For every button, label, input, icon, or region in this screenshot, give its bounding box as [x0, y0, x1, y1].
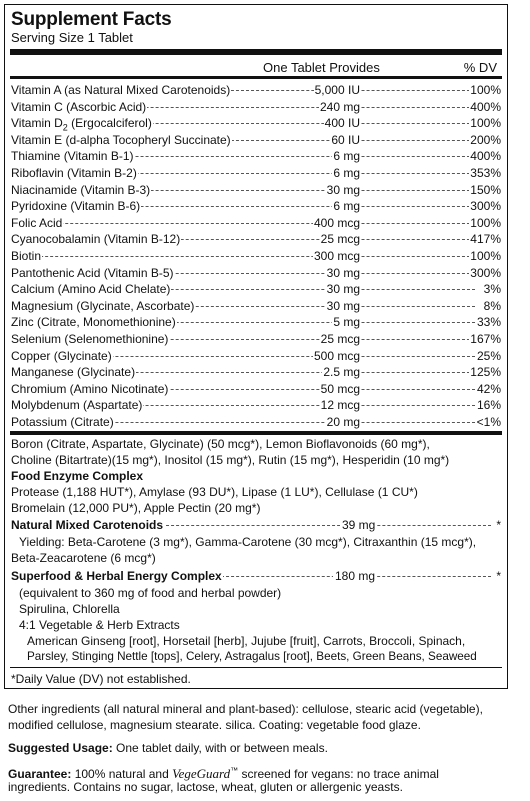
nutrient-amount: 2.5 mg [323, 365, 360, 380]
enzyme-line-1: Protease (1,188 HUT*), Amylase (93 DU*), Lipase (1 LU*), Cellulase (1 CU*) [11, 485, 418, 499]
nutrient-name [11, 365, 136, 379]
nutrient-dv: 300% [470, 199, 501, 214]
nutrient-amount: 60 IU [331, 132, 360, 147]
thin-rule-bottom [10, 667, 502, 668]
nutrient-row [11, 299, 501, 313]
nutrient-row [11, 83, 501, 97]
guarantee-text-a: 100% natural and [71, 767, 173, 781]
other-ingredients-line-2: modified cellulose, magnesium stearate. silica. Coating: vegetable food glaze. [8, 718, 421, 732]
nutrient-name [11, 349, 113, 363]
nutrient-name [11, 398, 143, 412]
nutrient-name-text: Chromium (Amino Nicotinate) [11, 381, 169, 396]
nutrient-name [11, 100, 147, 114]
nutrient-dv: 400% [470, 99, 501, 114]
nutrient-name [11, 415, 115, 429]
panel-title: Supplement Facts [11, 9, 172, 30]
dv-footnote: *Daily Value (DV) not established. [11, 672, 191, 686]
carotenoids-title: Natural Mixed Carotenoids [11, 518, 164, 532]
carotenoids-line-2: Beta-Zeacarotene (6 mcg*) [11, 551, 156, 565]
enzyme-title: Food Enzyme Complex [11, 469, 144, 483]
nutrient-name [11, 83, 231, 97]
nutrient-dv: 125% [470, 365, 501, 380]
nutrient-amount: 25 mcg [320, 332, 360, 346]
nutrient-name-text: Magnesium (Glycinate, Ascorbate) [11, 298, 195, 313]
nutrient-name-text: Manganese (Glycinate) [11, 365, 136, 380]
nutrient-amount: 12 mcg [320, 398, 360, 413]
nutrient-dv: 3% [483, 282, 501, 297]
nutrient-amount: 6 mg [333, 149, 360, 164]
nutrient-row [11, 116, 501, 133]
nutrient-dv: 150% [470, 182, 501, 197]
superfood-line-2: Spirulina, Chlorella [19, 602, 120, 616]
nutrient-row [11, 349, 501, 363]
nutrient-dv: 25% [476, 348, 501, 363]
nutrient-dv: 100% [470, 116, 501, 131]
nutrient-name-text: Pyridoxine (Vitamin B-6) [11, 199, 141, 214]
superfood-line-1: (equivalent to 360 mg of food and herbal powder) [19, 586, 282, 600]
nutrient-row [11, 266, 501, 280]
nutrient-name [11, 282, 171, 296]
thick-rule-top [10, 49, 502, 55]
nutrient-name-text: Vitamin E (d-alpha Tocopheryl Succinate) [11, 132, 231, 147]
guarantee-line-2: ingredients. Contains no sugar, lactose, wheat, gluten or allergenic yeasts. [8, 780, 403, 794]
nutrient-name-text: Riboflavin (Vitamin B-2) [11, 166, 137, 180]
nutrient-dv: 100% [470, 83, 501, 97]
nutrient-name-text: Calcium (Amino Acid Chelate) [11, 282, 171, 297]
nutrient-row [11, 166, 501, 180]
nutrient-amount: 6 mg [333, 166, 360, 180]
nutrient-row [11, 315, 501, 329]
nutrient-dv: 100% [470, 215, 501, 230]
nutrient-name [11, 166, 138, 180]
nutrient-row [11, 282, 501, 296]
nutrient-row [11, 365, 501, 379]
nutrient-dv: 353% [470, 166, 501, 180]
carotenoids-dv: * [496, 518, 501, 532]
nutrient-amount: 30 mg [326, 182, 360, 197]
nutrient-amount: 30 mg [326, 298, 360, 313]
serving-size: Serving Size 1 Tablet [11, 30, 133, 45]
nutrient-amount: 30 mg [326, 282, 360, 297]
other-ingredients-line-1: Other ingredients (all natural mineral and plant-based): cellulose, stearic acid (vegetable), [8, 702, 483, 716]
supplement-facts-panel [4, 4, 508, 689]
nutrient-name [11, 382, 169, 396]
dash-leader [15, 256, 475, 257]
nutrient-name-text: Cyanocobalamin (Vitamin B-12) [11, 232, 181, 247]
nutrient-row [11, 183, 501, 197]
nutrient-dv: 16% [476, 398, 501, 413]
nutrient-dv: 300% [470, 265, 501, 280]
carotenoids-row [11, 518, 501, 532]
nutrient-subscript: 2 [62, 122, 68, 133]
nutrient-amount: 6 mg [333, 199, 360, 214]
nutrient-name-text: Pantothenic Acid (Vitamin B-5) [11, 265, 174, 280]
nutrient-name [11, 199, 141, 213]
superfood-row [11, 569, 501, 583]
nutrient-row [11, 382, 501, 396]
trademark-symbol: ™ [230, 766, 239, 775]
nutrient-name [11, 232, 181, 246]
carotenoids-amount: 39 mg [342, 518, 376, 532]
nutrient-name [11, 249, 42, 263]
superfood-line-3: 4:1 Vegetable & Herb Extracts [19, 618, 180, 632]
nutrient-name-text: Folic Acid [11, 215, 63, 230]
nutrient-row [11, 232, 501, 246]
nutrient-amount: 240 mg [319, 99, 360, 114]
nutrient-amount: 300 mcg [313, 249, 360, 263]
nutrient-dv: 33% [476, 315, 501, 330]
nutrient-name-rest: (Ergocalciferol) [67, 116, 152, 131]
superfood-line-5: Parsley, Stinging Nettle [tops], Celery, Astragalus [root], Beets, Green Beans, Seaweed [27, 650, 477, 663]
nutrient-name [11, 116, 153, 133]
nutrient-dv: 100% [470, 249, 501, 263]
nutrient-name-text: Potassium (Citrate) [11, 415, 114, 429]
nutrient-amount: 5 mg [333, 315, 360, 330]
column-header-amount: One Tablet Provides [263, 60, 380, 75]
nutrient-name [11, 133, 232, 147]
superfood-dv: * [496, 569, 501, 583]
nutrient-name [11, 315, 177, 329]
nutrient-row [11, 415, 501, 429]
nutrient-row [11, 398, 501, 412]
nutrient-row [11, 133, 501, 147]
nutrient-amount: 50 mcg [320, 381, 360, 396]
nutrient-name-text: Thiamine (Vitamin B-1) [11, 149, 134, 164]
enzyme-line-2: Bromelain (12,000 PU*), Apple Pectin (20 mg*) [11, 501, 261, 515]
suggested-usage [8, 740, 328, 756]
nutrient-name-text: Vitamin A (as Natural Mixed Carotenoids) [11, 83, 231, 97]
other-line-1: Boron (Citrate, Aspartate, Glycinate) (50 mcg*), Lemon Bioflavonoids (60 mg*), [11, 437, 430, 451]
nutrient-amount: 400 mcg [313, 215, 360, 230]
superfood-line-4: American Ginseng [root], Horsetail [herb], Jujube [fruit], Carrots, Broccoli, Spinach, [27, 634, 466, 648]
nutrient-name-text: Molybdenum (Aspartate) [11, 398, 143, 413]
nutrient-dv: 400% [470, 149, 501, 164]
rule-under-header [10, 76, 502, 79]
nutrient-name-text: Niacinamide (Vitamin B-3) [11, 182, 151, 197]
nutrient-name [11, 216, 63, 230]
usage-label: Suggested Usage: [8, 741, 113, 755]
nutrient-name-text: Vitamin C (Ascorbic Acid) [11, 99, 147, 114]
nutrient-dv: 42% [476, 381, 501, 396]
nutrient-amount: 25 mcg [320, 232, 360, 247]
nutrient-name [11, 299, 195, 313]
nutrient-row [11, 216, 501, 230]
carotenoids-line-1: Yielding: Beta-Carotene (3 mg*), Gamma-Carotene (30 mcg*), Citraxanthin (15 mcg*), [19, 535, 477, 549]
nutrient-amount: 400 IU [324, 116, 360, 131]
nutrient-dv: 167% [470, 332, 501, 346]
nutrient-name [11, 183, 151, 197]
nutrient-amount: 30 mg [326, 265, 360, 280]
nutrient-name [11, 149, 134, 163]
nutrient-row [11, 332, 501, 346]
thick-rule-middle [10, 431, 502, 435]
nutrient-row [11, 199, 501, 213]
nutrient-row [11, 149, 501, 163]
nutrient-name [11, 266, 175, 280]
nutrient-name-text: Selenium (Selenomethionine) [11, 332, 169, 346]
nutrient-amount: 5,000 IU [314, 83, 360, 97]
nutrient-name-text: Copper (Glycinate) [11, 348, 112, 363]
dash-leader [161, 525, 491, 526]
other-line-2: Choline (Bitartrate)(15 mg*), Inositol (15 mg*), Rutin (15 mg*), Hesperidin (10 mg*) [11, 453, 450, 467]
usage-text: One tablet daily, with or between meals. [112, 741, 328, 755]
nutrient-dv: 8% [483, 298, 501, 313]
nutrient-name [11, 332, 169, 346]
superfood-amount: 180 mg [335, 569, 376, 583]
nutrient-row [11, 249, 501, 263]
dash-leader [15, 223, 475, 224]
nutrient-dv: <1% [476, 415, 501, 429]
vegeguard-logo: VegeGuard [172, 766, 231, 781]
nutrient-amount: 500 mcg [313, 348, 360, 363]
column-header-dv: % DV [463, 60, 497, 75]
nutrient-amount: 20 mg [326, 415, 360, 429]
nutrient-dv: 417% [470, 232, 501, 247]
nutrient-name-text: Vitamin D [11, 116, 63, 131]
guarantee-text-b: screened for vegans: no trace animal [238, 767, 439, 781]
nutrient-row [11, 100, 501, 114]
nutrient-name-text: Zinc (Citrate, Monomethionine) [11, 315, 176, 330]
nutrient-dv: 200% [470, 132, 501, 147]
superfood-title: Superfood & Herbal Energy Complex [11, 569, 222, 583]
nutrient-name-text: Biotin [11, 249, 42, 263]
guarantee-label: Guarantee: [8, 767, 72, 781]
